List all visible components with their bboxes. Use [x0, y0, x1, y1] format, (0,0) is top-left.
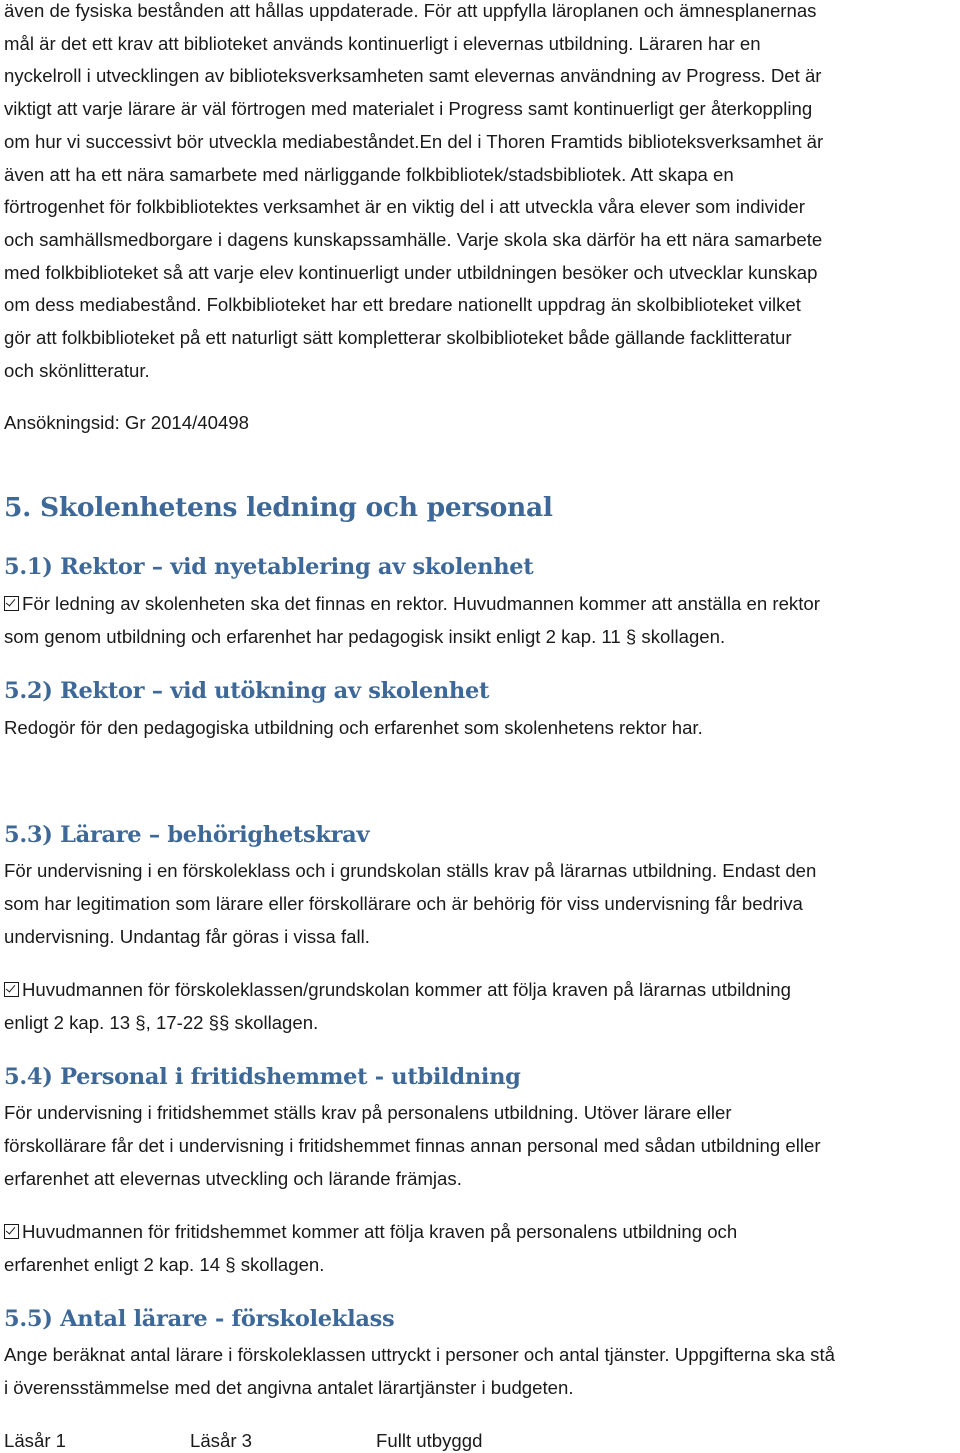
section-5-4-heading: 5.4) Personal i fritidshemmet - utbildning	[4, 1064, 521, 1090]
table-header-year-1: Läsår 1	[4, 1430, 67, 1451]
section-5-2-heading: 5.2) Rektor – vid utökning av skolenhet	[4, 678, 490, 704]
intro-line-11: gör att folkbiblioteket på ett naturligt sätt kompletterar skolbiblioteket både gällande facklitteratur	[4, 327, 792, 348]
checked-box-icon	[4, 1224, 19, 1239]
s55-line-1: Ange beräknat antal lärare i förskoleklassen uttryckt i personer och antal tjänster. Uppgifterna ska stå	[4, 1344, 835, 1365]
s55-line-2: i överensstämmelse med det angivna antalet lärartjänster i budgeten.	[4, 1377, 574, 1398]
checked-box-icon	[4, 982, 19, 997]
section-5-3-heading: 5.3) Lärare – behörighetskrav	[4, 822, 370, 848]
section-5-1-heading: 5.1) Rektor – vid nyetablering av skolenhet	[4, 554, 534, 580]
table-header-year-3: Läsår 3	[190, 1430, 253, 1451]
intro-line-5: om hur vi successivt bör utveckla mediabeståndet.En del i Thoren Framtids biblioteksverksamhet är	[4, 131, 824, 152]
s53-line-2: som har legitimation som lärare eller förskollärare och är behörig för viss undervisning får bedriva	[4, 893, 803, 914]
intro-line-10: om dess mediabestånd. Folkbiblioteket har ett bredare nationellt uppdrag än skolbiblioteket vilket	[4, 294, 801, 315]
s54-line-2: förskollärare får det i undervisning i fritidshemmet finnas annan personal med sådan utbildning eller	[4, 1135, 821, 1156]
intro-line-9: med folkbiblioteket så att varje elev kontinuerligt under utbildningen besöker och utvecklar kunskap	[4, 262, 818, 283]
s53-check-line-1-text: Huvudmannen för förskoleklassen/grundskolan kommer att följa kraven på lärarnas utbildning	[22, 979, 791, 1000]
s51-line-2: som genom utbildning och erfarenhet har pedagogisk insikt enligt 2 kap. 11 § skollagen.	[4, 626, 726, 647]
intro-line-12: och skönlitteratur.	[4, 360, 150, 381]
s51-line-1-text: För ledning av skolenheten ska det finnas en rektor. Huvudmannen kommer att anställa en rektor	[22, 593, 820, 614]
section-5-heading: 5. Skolenhetens ledning och personal	[4, 492, 553, 523]
intro-line-4: viktigt att varje lärare är väl förtrogen med materialet i Progress samt kontinuerligt ger återkoppling	[4, 98, 813, 119]
intro-line-3: nyckelroll i utvecklingen av biblioteksverksamheten samt elevernas användning av Progress. Det är	[4, 65, 822, 86]
intro-line-2: mål är det ett krav att biblioteket används kontinuerligt i elevernas utbildning. Läraren har en	[4, 33, 761, 54]
s54-line-1: För undervisning i fritidshemmet ställs krav på personalens utbildning. Utöver lärare eller	[4, 1102, 732, 1123]
s54-check-line-1-text: Huvudmannen för fritidshemmet kommer att följa kraven på personalens utbildning och	[22, 1221, 738, 1242]
intro-line-8: och samhällsmedborgare i dagens kunskapssamhälle. Varje skola ska därför ha ett nära samarbete	[4, 229, 823, 250]
s53-line-1: För undervisning i en förskoleklass och i grundskolan ställs krav på lärarnas utbildning. Endast den	[4, 860, 817, 881]
intro-line-7: förtrogenhet för folkbibliotektes verksamhet är en viktig del i att utveckla våra elever som individer	[4, 196, 805, 217]
s52-line-1: Redogör för den pedagogiska utbildning och erfarenhet som skolenhetens rektor har.	[4, 717, 703, 738]
intro-line-6: även att ha ett nära samarbete med närliggande folkbibliotek/stadsbibliotek. Att skapa en	[4, 164, 734, 185]
table-header-full-size: Fullt utbyggd	[376, 1430, 483, 1451]
s54-line-3: erfarenhet att elevernas utveckling och lärande främjas.	[4, 1168, 462, 1189]
s54-check-line-1	[4, 1221, 737, 1243]
checked-box-icon	[4, 596, 19, 611]
s51-line-1	[4, 593, 820, 615]
section-5-5-heading: 5.5) Antal lärare - förskoleklass	[4, 1306, 395, 1332]
s53-check-line-1	[4, 979, 791, 1001]
intro-line-1: även de fysiska bestånden att hållas uppdaterade. För att uppfylla läroplanen och ämnesplanernas	[4, 0, 817, 21]
s54-check-line-2: erfarenhet enligt 2 kap. 14 § skollagen.	[4, 1254, 325, 1275]
s53-check-line-2: enligt 2 kap. 13 §, 17-22 §§ skollagen.	[4, 1012, 319, 1033]
s53-line-3: undervisning. Undantag får göras i vissa fall.	[4, 926, 370, 947]
application-id: Ansökningsid: Gr 2014/40498	[4, 412, 249, 433]
